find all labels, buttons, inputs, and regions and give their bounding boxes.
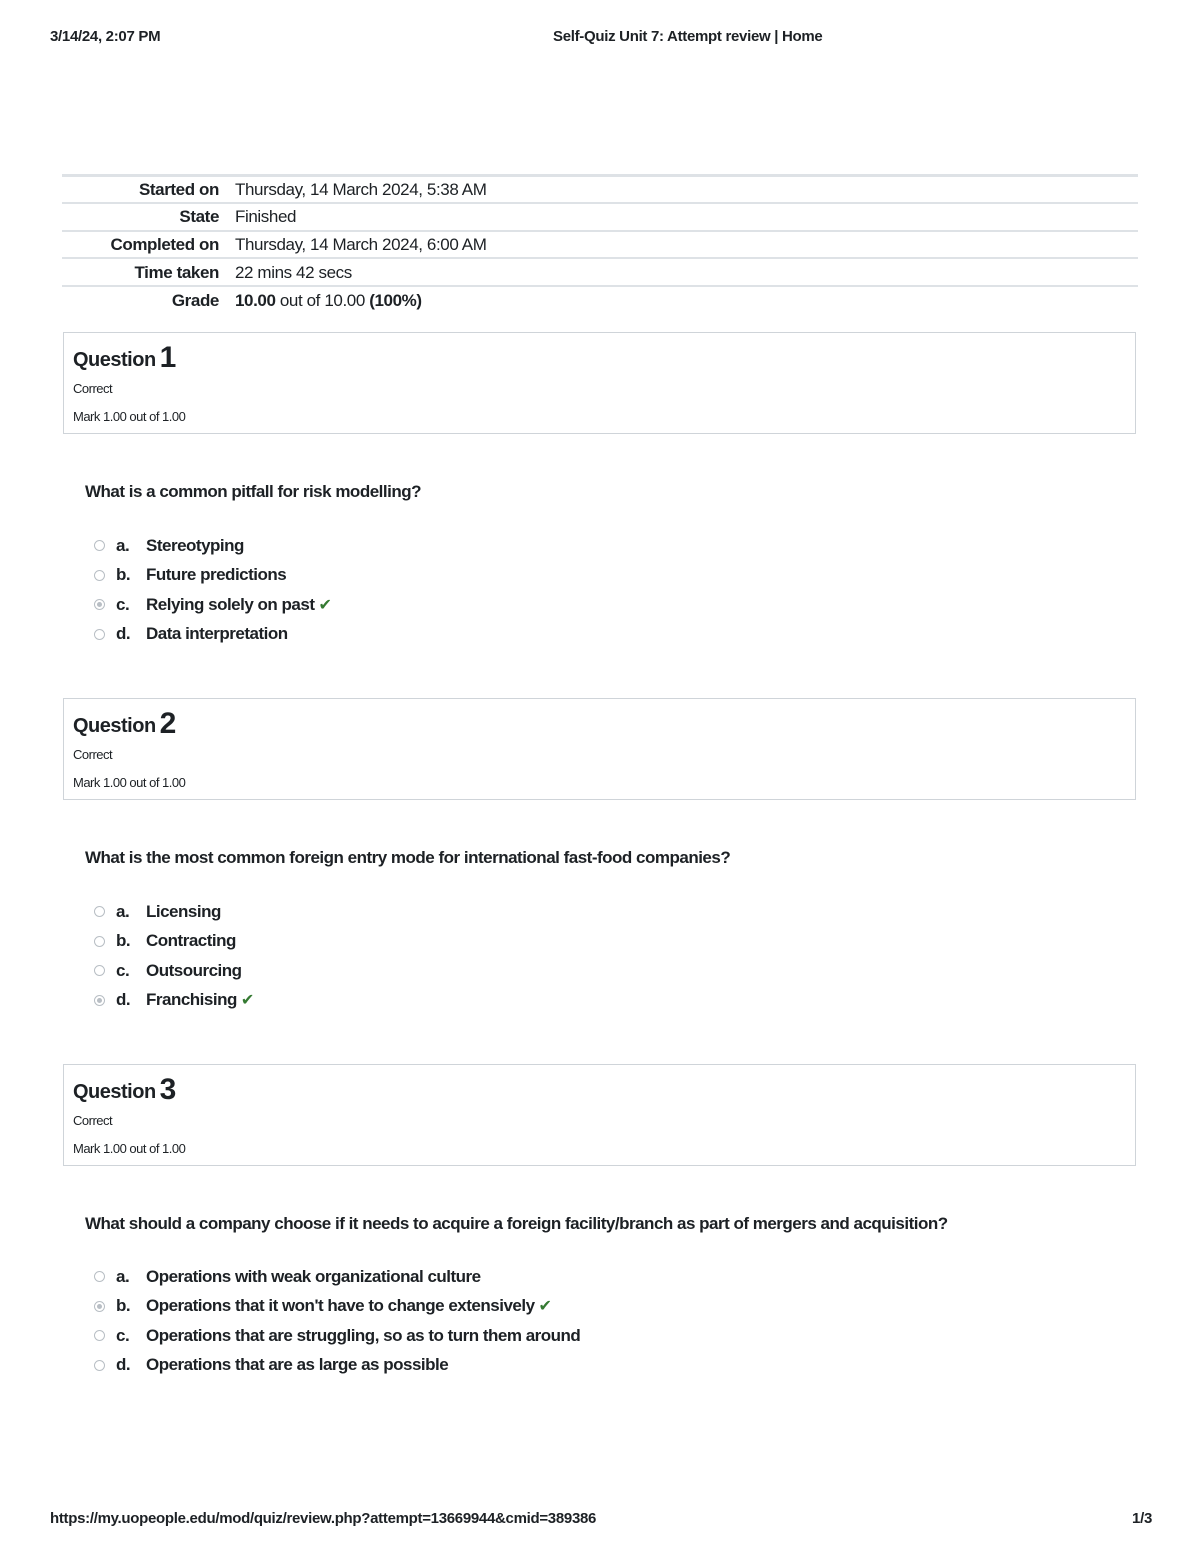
answer-option: [94, 1321, 580, 1351]
summary-label: Started on: [62, 176, 235, 204]
summary-row-state: [62, 203, 1138, 231]
radio-button-checked: [94, 599, 105, 610]
question-number: Question 1: [73, 341, 176, 374]
answer-letter: d.: [116, 624, 131, 644]
print-url: https://my.uopeople.edu/mod/quiz/review.php?attempt=13669944&cmid=389386: [50, 1510, 597, 1527]
grade-value: [235, 286, 1138, 314]
summary-label: Time taken: [62, 258, 235, 286]
answer-letter: b.: [116, 1296, 131, 1316]
answer-option: [94, 927, 254, 957]
question-number: Question 3: [73, 1073, 176, 1106]
answer-option: [94, 531, 331, 561]
answer-letter: c.: [116, 960, 130, 980]
answer-text: Operations that are struggling, so as to turn them around: [146, 1325, 581, 1345]
question-mark: Mark 1.00 out of 1.00: [73, 1141, 186, 1156]
question-text: What is the most common foreign entry mode for international fast-food companies?: [85, 848, 731, 867]
radio-button-checked: [94, 995, 105, 1006]
answer-letter: d.: [116, 990, 131, 1010]
radio-button: [94, 629, 105, 640]
answer-option-selected: [94, 590, 331, 620]
answer-option: [94, 956, 254, 986]
answer-letter: c.: [116, 594, 130, 614]
question-mark: Mark 1.00 out of 1.00: [73, 409, 186, 424]
answer-letter: b.: [116, 565, 131, 585]
print-footer: [50, 1510, 1152, 1530]
answer-list: [94, 897, 254, 1015]
summary-value: Thursday, 14 March 2024, 6:00 AM: [235, 231, 1138, 259]
radio-button-checked: [94, 1301, 105, 1312]
grade-out-of: out of 10.00: [279, 290, 365, 310]
checkmark-icon: ✔: [538, 1298, 552, 1316]
grade-percent: (100%): [369, 290, 422, 310]
answer-option: [94, 1351, 580, 1381]
question-number: Question 2: [73, 707, 176, 740]
answer-text: Stereotyping: [146, 535, 244, 555]
attempt-summary-table: [62, 174, 1138, 313]
summary-label: Completed on: [62, 231, 235, 259]
answer-option-selected: [94, 986, 254, 1016]
answer-text: Operations that it won't have to change extensively: [146, 1296, 535, 1316]
answer-text: Contracting: [146, 931, 236, 951]
summary-value: Finished: [235, 203, 1138, 231]
answer-text: Relying solely on past: [146, 594, 315, 614]
summary-row-time-taken: [62, 258, 1138, 286]
answer-text: Data interpretation: [146, 624, 288, 644]
summary-label: Grade: [62, 286, 235, 314]
question-text: What should a company choose if it needs to acquire a foreign facility/branch as part of mergers and acquisition?: [85, 1214, 948, 1233]
radio-button: [94, 936, 105, 947]
question-state: Correct: [73, 381, 113, 396]
answer-letter: d.: [116, 1355, 131, 1375]
radio-button: [94, 1330, 105, 1341]
answer-text: Outsourcing: [146, 960, 242, 980]
question-info-box: [63, 332, 1136, 434]
checkmark-icon: ✔: [240, 992, 254, 1010]
answer-letter: a.: [116, 1266, 130, 1286]
radio-button: [94, 906, 105, 917]
answer-letter: a.: [116, 535, 130, 555]
radio-button: [94, 540, 105, 551]
answer-text: Operations with weak organizational culture: [146, 1266, 481, 1286]
checkmark-icon: ✔: [318, 596, 332, 614]
answer-option: [94, 1262, 580, 1292]
answer-option-selected: [94, 1292, 580, 1322]
question-mark: Mark 1.00 out of 1.00: [73, 775, 186, 790]
grade-score: 10.00: [235, 290, 276, 310]
answer-text: Franchising: [146, 990, 237, 1010]
answer-letter: a.: [116, 901, 130, 921]
answer-option: [94, 897, 254, 927]
summary-row-grade: [62, 286, 1138, 314]
print-date: 3/14/24, 2:07 PM: [50, 28, 161, 45]
answer-option: [94, 620, 331, 650]
question-text: What is a common pitfall for risk modelling?: [85, 482, 421, 501]
answer-text: Future predictions: [146, 565, 287, 585]
answer-letter: b.: [116, 931, 131, 951]
answer-list: [94, 531, 331, 649]
answer-option: [94, 561, 331, 591]
question-state: Correct: [73, 1113, 113, 1128]
answer-text: Operations that are as large as possible: [146, 1355, 449, 1375]
summary-label: State: [62, 203, 235, 231]
question-info-box: [63, 1064, 1136, 1166]
answer-list: [94, 1262, 580, 1380]
radio-button: [94, 965, 105, 976]
page-number: 1/3: [1132, 1510, 1152, 1527]
summary-row-started: [62, 176, 1138, 204]
question-info-box: [63, 698, 1136, 800]
answer-text: Licensing: [146, 901, 221, 921]
radio-button: [94, 1360, 105, 1371]
summary-value: Thursday, 14 March 2024, 5:38 AM: [235, 176, 1138, 204]
answer-letter: c.: [116, 1325, 130, 1345]
summary-row-completed: [62, 231, 1138, 259]
summary-value: 22 mins 42 secs: [235, 258, 1138, 286]
question-state: Correct: [73, 747, 113, 762]
radio-button: [94, 1271, 105, 1282]
print-header: [50, 28, 1152, 48]
radio-button: [94, 570, 105, 581]
print-title: Self-Quiz Unit 7: Attempt review | Home: [553, 28, 823, 45]
